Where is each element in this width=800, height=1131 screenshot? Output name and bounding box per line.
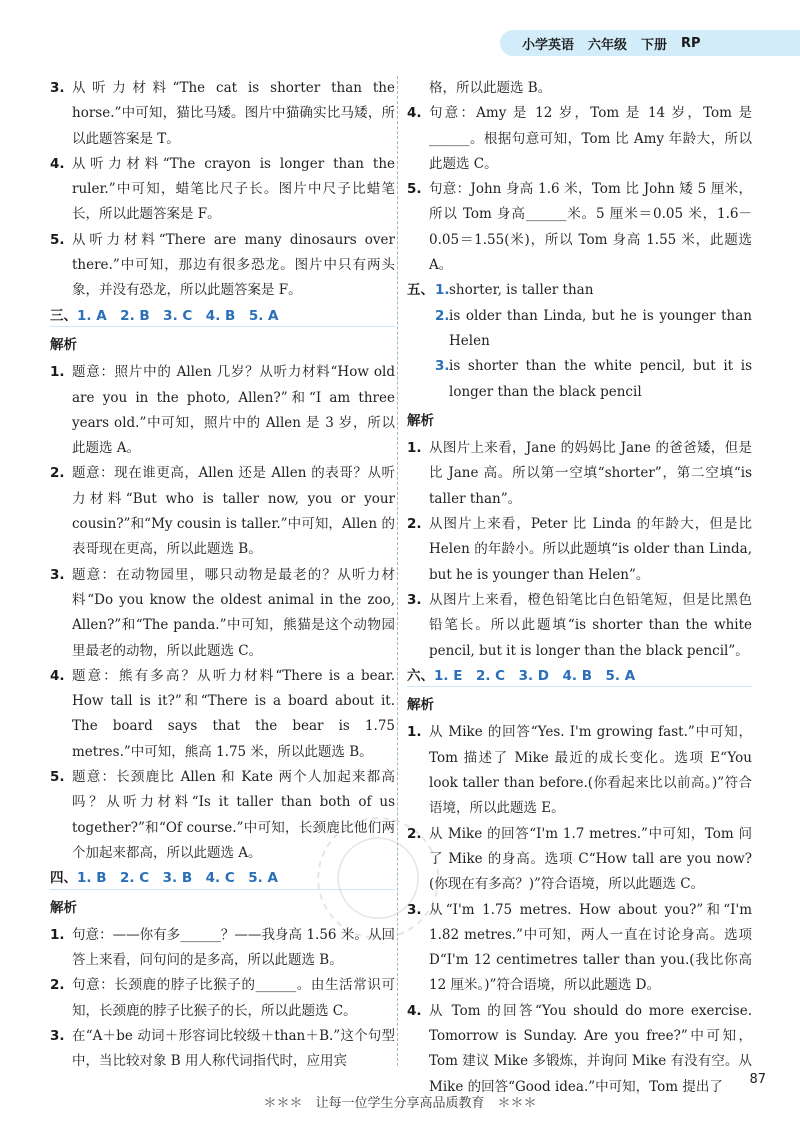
list-item: 4. 从 Tom 的回答“You should do more exercise. Tomorrow is Sunday. Are you free?”中可知，Tom 建议 Mike 多锻炼，并询问 Mike 有没有空。从 Mike 的回答“Good idea.”中可知，Tom 提出了 <box>407 1002 752 1095</box>
section-answers: 四、1. B 2. C 3. B 4. C 5. A <box>50 866 395 891</box>
list-item: 4. 句意：Amy 是 12 岁，Tom 是 14 岁，Tom 是______。根据句意可知，Tom 比 Amy 年龄大，所以此题选 C。 <box>407 105 752 172</box>
section-answers: 三、1. A 2. B 3. C 4. B 5. A <box>50 304 395 329</box>
badge-edition: RP <box>681 35 701 51</box>
list-item: 2. 从图片上来看，Peter 比 Linda 的年龄大，但是比 Helen 的年龄小。所以此题填“is older than Linda, but he is younger than Helen”。 <box>407 516 752 583</box>
subject-badge <box>500 30 800 56</box>
page-number: 87 <box>749 1072 766 1087</box>
list-item: 3. 在“A＋be 动词＋形容词比较级＋than＋B.”这个句型中，当比较对象 B 用人称代词指代时，应用宾 <box>50 1027 395 1070</box>
analysis-heading: 解析 <box>50 899 77 916</box>
footer-slogan: ＊＊＊ 让每一位学生分享高品质教育 ＊＊＊ <box>263 1096 537 1111</box>
list-item: 2. 从 Mike 的回答“I'm 1.7 metres.”中可知，Tom 问了 Mike 的身高。选项 C“How tall are you now?(你现在有多高？)”符合语境，所以此题选 C。 <box>407 825 752 893</box>
list-item: 4. 题意：熊有多高？从听力材料“There is a bear. How tall is it?”和“There is a board about it. The board says that the bear is 1.75 metres.”中可知，熊高 1.75 米，所以此题选 B。 <box>50 667 395 760</box>
badge-volume: 下册 <box>641 37 668 53</box>
analysis-heading: 解析 <box>407 412 434 429</box>
list-item: 1. 句意：——你有多______？——我身高 1.56 米。从回答上来看，问句问的是多高，所以此题选 B。 <box>50 926 395 969</box>
list-item: 4. 从听力材料“The crayon is longer than the ruler.”中可知，蜡笔比尺子长。图片中尺子比蜡笔长，所以此题答案是 F。 <box>50 155 395 223</box>
section-answers: 六、1. E 2. C 3. D 4. B 5. A <box>407 664 752 689</box>
list-item: 1. 从图片上来看，Jane 的妈妈比 Jane 的爸爸矮，但是比 Jane 高。所以第一空填“shorter”，第二空填“is taller than”。 <box>407 440 752 507</box>
right-column <box>407 76 752 1100</box>
list-item: 3. 从图片上来看，橙色铅笔比白色铅笔短，但是比黑色铅笔长。所以此题填“is shorter than the white pencil, but it is longer than the black pencil”。 <box>407 591 752 659</box>
analysis-heading: 解析 <box>407 697 434 714</box>
badge-subject: 小学英语 <box>522 37 575 53</box>
list-item: 2. 句意：长颈鹿的脖子比猴子的______。由生活常识可知，长颈鹿的脖子比猴子的长，所以此题选 C。 <box>50 977 395 1019</box>
list-item: 5. 从听力材料“There are many dinosaurs over there.”中可知，那边有很多恐龙。图片中只有两头象，并没有恐龙，所以此题答案是 F。 <box>50 231 395 299</box>
list-item: 1. 题意：照片中的 Allen 几岁？从听力材料“How old are you in the photo, Allen?”和“I am three years old.”中可知，照片中的 Allen 是 3 岁，所以此题选 A。 <box>50 364 395 457</box>
list-item: 1. 从 Mike 的回答“Yes. I'm growing fast.”中可知，Tom 描述了 Mike 最近的成长变化。选项 E“You look taller than before.(你看起来比以前高。)”符合语境，所以此题选 E。 <box>407 724 752 817</box>
list-item: 3. 从听力材料“The cat is shorter than the horse.”中可知，猫比马矮。图片中猫确实比马矮，所以此题答案是 T。 <box>50 80 395 147</box>
list-item: 3. 从“I'm 1.75 metres. How about you?”和“I'm 1.82 metres.”中可知，两人一直在讨论身高。选项 D“I'm 12 centimetres taller than you.(我比你高 12 厘米。)”符合语境，所以此题选 D。 <box>407 901 752 994</box>
list-item: 2. 题意：现在谁更高，Allen 还是 Allen 的表哥？从听力材料“But who is taller now, you or your cousin?”和“My cousin is taller.”中可知，Allen 的表哥现在更高，所以此题选 B。 <box>50 465 395 558</box>
list-item: 5. 题意：长颈鹿比 Allen 和 Kate 两个人加起来都高吗？从听力材料“Is it taller than both of us together?”和“Of course.”中可知，长颈鹿比他们两个加起来都高，所以此题选 A。 <box>50 769 395 861</box>
list-item: 3. 题意：在动物园里，哪只动物是最老的？从听力材料“Do you know the oldest animal in the zoo, Allen?”和“The panda.”中可知，熊猫是这个动物园里最老的动物，所以此题选 C。 <box>50 566 395 659</box>
list-item: 5. 句意：John 身高 1.6 米，Tom 比 John 矮 5 厘米，所以 Tom 身高______米。5 厘米＝0.05 米，1.6－0.05＝1.55(米)，所以 Tom 身高 1.55 米，此题选 A。 <box>407 181 752 274</box>
section-answer-item: 五、 1. shorter, is taller than <box>407 282 594 299</box>
analysis-heading: 解析 <box>50 336 77 353</box>
badge-grade: 六年级 <box>588 37 628 53</box>
list-item-continued: 格，所以此题选 B。 <box>429 80 552 96</box>
section-answer-item: 3. is shorter than the white pencil, but it is longer than the black pencil <box>435 358 752 400</box>
section-answer-item: 2. is older than Linda, but he is younger than Helen <box>435 307 752 349</box>
